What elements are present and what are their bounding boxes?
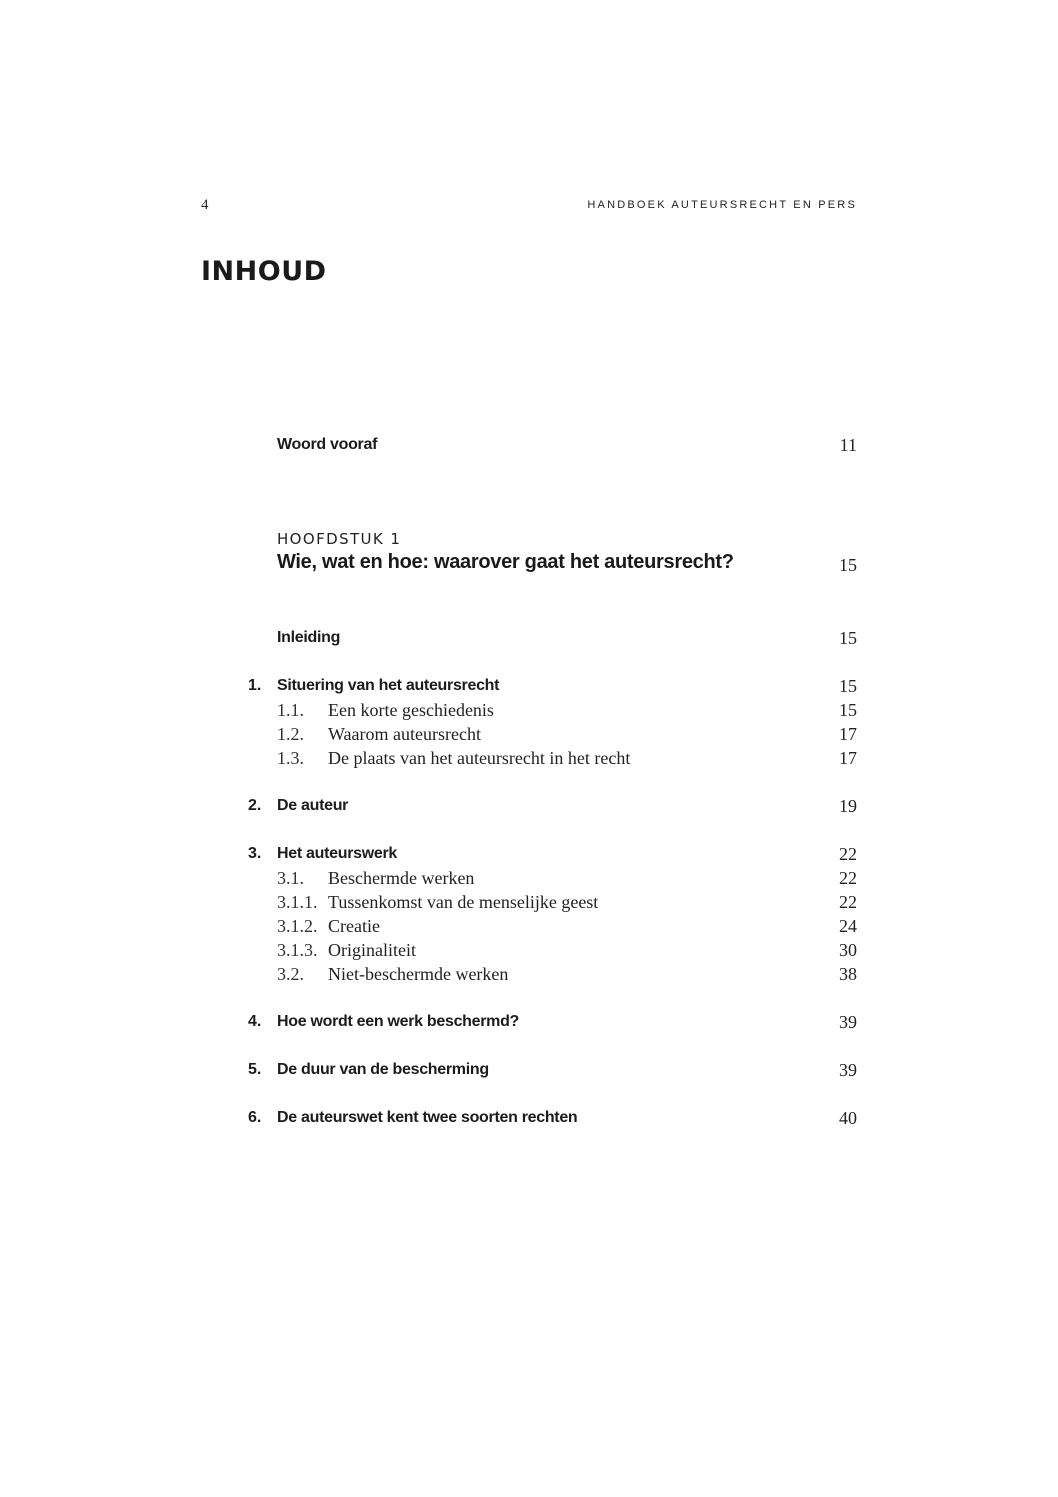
toc-subsection-label: Niet-beschermde werken [328,964,509,984]
toc-subsection-label: Tussenkomst van de menselijke geest [328,892,599,912]
toc-subsection[interactable] [0,890,1058,914]
toc-subsection-label: Creatie [328,916,380,936]
toc-section-label: Hoe wordt een werk beschermd? [277,1013,520,1030]
toc-section-number: 1. [248,677,262,694]
toc-section[interactable] [0,794,1058,818]
toc-subsection-label: Beschermde werken [328,868,475,888]
toc-subsection[interactable] [0,722,1058,746]
toc-section[interactable] [0,674,1058,698]
toc-section-number: 5. [248,1061,262,1078]
toc-subsection-number: 3.1.3. [277,940,318,960]
toc-subsection-page: 22 [839,892,857,912]
toc-subsection[interactable] [0,746,1058,770]
toc-section[interactable] [0,1106,1058,1130]
toc-entry-page: 15 [839,628,857,648]
toc-subsection[interactable] [0,962,1058,986]
toc-section-page: 15 [839,676,857,696]
toc-entry-preface[interactable] [0,433,1058,457]
toc-section-page: 39 [839,1012,857,1032]
toc-subsection[interactable] [0,698,1058,722]
page-number: 4 [201,197,209,213]
toc-subsection-page: 17 [839,724,857,744]
toc-section[interactable] [0,1010,1058,1034]
toc-section-page: 40 [839,1108,857,1128]
toc-subsection-page: 24 [839,916,857,936]
toc-entry-intro[interactable] [0,626,1058,650]
toc-subsection-number: 3.2. [277,964,304,984]
toc-entry-label: Woord vooraf [277,436,378,453]
running-head: HANDBOEK AUTEURSRECHT EN PERS [587,199,857,211]
toc-section-label: Situering van het auteursrecht [277,677,500,694]
toc-subsection[interactable] [0,938,1058,962]
chapter-label: HOOFDSTUK 1 [277,530,402,548]
toc-subsection-number: 1.2. [277,724,304,744]
toc-subsection-number: 3.1.2. [277,916,318,936]
toc-section-label: De auteurswet kent twee soorten rechten [277,1109,578,1126]
toc-subsection[interactable] [0,914,1058,938]
toc-section-page: 19 [839,796,857,816]
toc-section[interactable] [0,1058,1058,1082]
toc-section[interactable] [0,842,1058,866]
toc-section-page: 39 [839,1060,857,1080]
toc-entry-page: 11 [839,435,857,455]
page-title: INHOUD [201,256,327,287]
toc-subsection-label: De plaats van het auteursrecht in het recht [328,748,631,768]
toc-section-number: 6. [248,1109,262,1126]
toc-subsection-page: 15 [839,700,857,720]
chapter-title[interactable]: Wie, wat en hoe: waarover gaat het auteursrecht? [277,551,734,573]
toc-subsection-number: 1.3. [277,748,304,768]
toc-section-label: De duur van de bescherming [277,1061,489,1078]
toc-subsection-page: 30 [839,940,857,960]
toc-subsection-label: Een korte geschiedenis [328,700,494,720]
toc-subsection-label: Waarom auteursrecht [328,724,481,744]
toc-subsection-number: 3.1.1. [277,892,318,912]
toc-subsection-number: 3.1. [277,868,304,888]
toc-subsection[interactable] [0,866,1058,890]
toc-section-number: 4. [248,1013,262,1030]
toc-section-page: 22 [839,844,857,864]
toc-subsection-page: 22 [839,868,857,888]
toc-subsection-page: 17 [839,748,857,768]
toc-entry-label: Inleiding [277,629,341,646]
toc-section-number: 2. [248,797,262,814]
toc-subsection-number: 1.1. [277,700,304,720]
toc-section-number: 3. [248,845,262,862]
chapter-page: 15 [839,555,857,575]
toc-subsection-page: 38 [839,964,857,984]
toc-subsection-label: Originaliteit [328,940,416,960]
toc-section-label: De auteur [277,797,349,814]
toc-section-label: Het auteurswerk [277,845,397,862]
